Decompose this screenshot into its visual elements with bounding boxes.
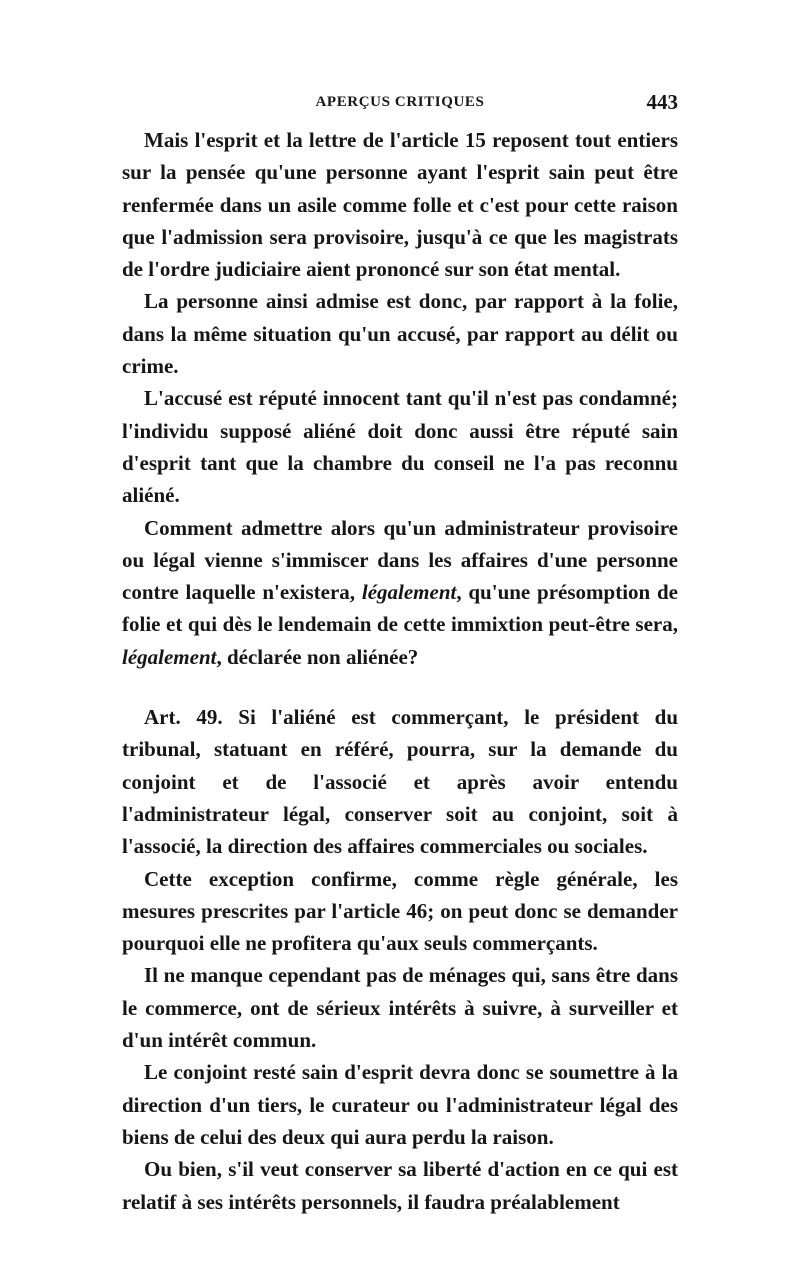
paragraph-how-admit [122,512,678,673]
body-text [122,124,678,1218]
paragraph-exception [122,863,678,960]
italic-term: légalement [122,644,217,669]
paragraph-text: Il ne manque cependant pas de ménages qui, sans être dans le commerce, ont de sérieux intérêts à suivre, à surveiller et d'un intérêt commun. [122,963,678,1053]
paragraph-spouse [122,1056,678,1153]
running-header [122,92,678,116]
paragraph-text: , qu'une présomption de folie et qui dès le lendemain de cette immixtion peut-être sera, [122,580,678,637]
paragraph-text: Cette exception confirme, comme règle générale, les mesures prescrites par l'article 46; on peut donc se demander pourquoi elle ne profitera qu'aux seuls commerçants. [122,866,678,956]
paragraph-text: Art. 49. Si l'aliéné est commerçant, le président du tribunal, statuant en référé, pourra, sur la demande du conjoint et de l'associé et après avoir entendu l'administrateur légal, conserver soit au conjoint, soit à l'associé, la direction des affaires commerciales ou sociales. [122,705,678,859]
paragraph-text: La personne ainsi admise est donc, par rapport à la folie, dans la même situation qu'un accusé, par rapport au délit ou crime. [122,289,678,379]
paragraph-text: L'accusé est réputé innocent tant qu'il n'est pas condamné; l'individu supposé aliéné doit donc aussi être réputé sain d'esprit tant que la chambre du conseil ne l'a pas reconnu aliéné. [122,386,678,508]
paragraph-text: Mais l'esprit et la lettre de l'article 15 reposent tout entiers sur la pensée qu'une personne ayant l'esprit sain peut être renfermée dans un asile comme folle et c'est pour cette raison que l'admission sera provisoire, jusqu'à ce que les magistrats de l'ordre judiciaire aient prononcé sur son état mental. [122,128,678,282]
paragraph-households [122,959,678,1056]
paragraph-person-admitted [122,285,678,382]
paragraph-text: , déclarée non aliénée? [216,644,419,669]
page-number: 443 [646,90,678,114]
paragraph-accused-innocent [122,382,678,511]
paragraph-text: Le conjoint resté sain d'esprit devra donc se soumettre à la direction d'un tiers, le curateur ou l'administrateur légal des biens de celui des deux qui aura perdu la raison. [122,1060,678,1149]
paragraph-text: Comment admettre alors qu'un administrateur provisoire ou légal vienne s'immiscer dans les affaires d'une personne contre laquelle n'existera, [122,515,678,605]
paragraph-text: Ou bien, s'il veut conserver sa liberté d'action en ce qui est relatif à ses intérêts personnels, il faudra préalablement [122,1157,678,1214]
paragraph-or-else [122,1153,678,1218]
paragraph-article-49 [122,701,678,862]
italic-term: légalement [361,580,457,605]
paragraph-article-15 [122,124,678,285]
running-title: APERÇUS CRITIQUES [315,94,485,110]
